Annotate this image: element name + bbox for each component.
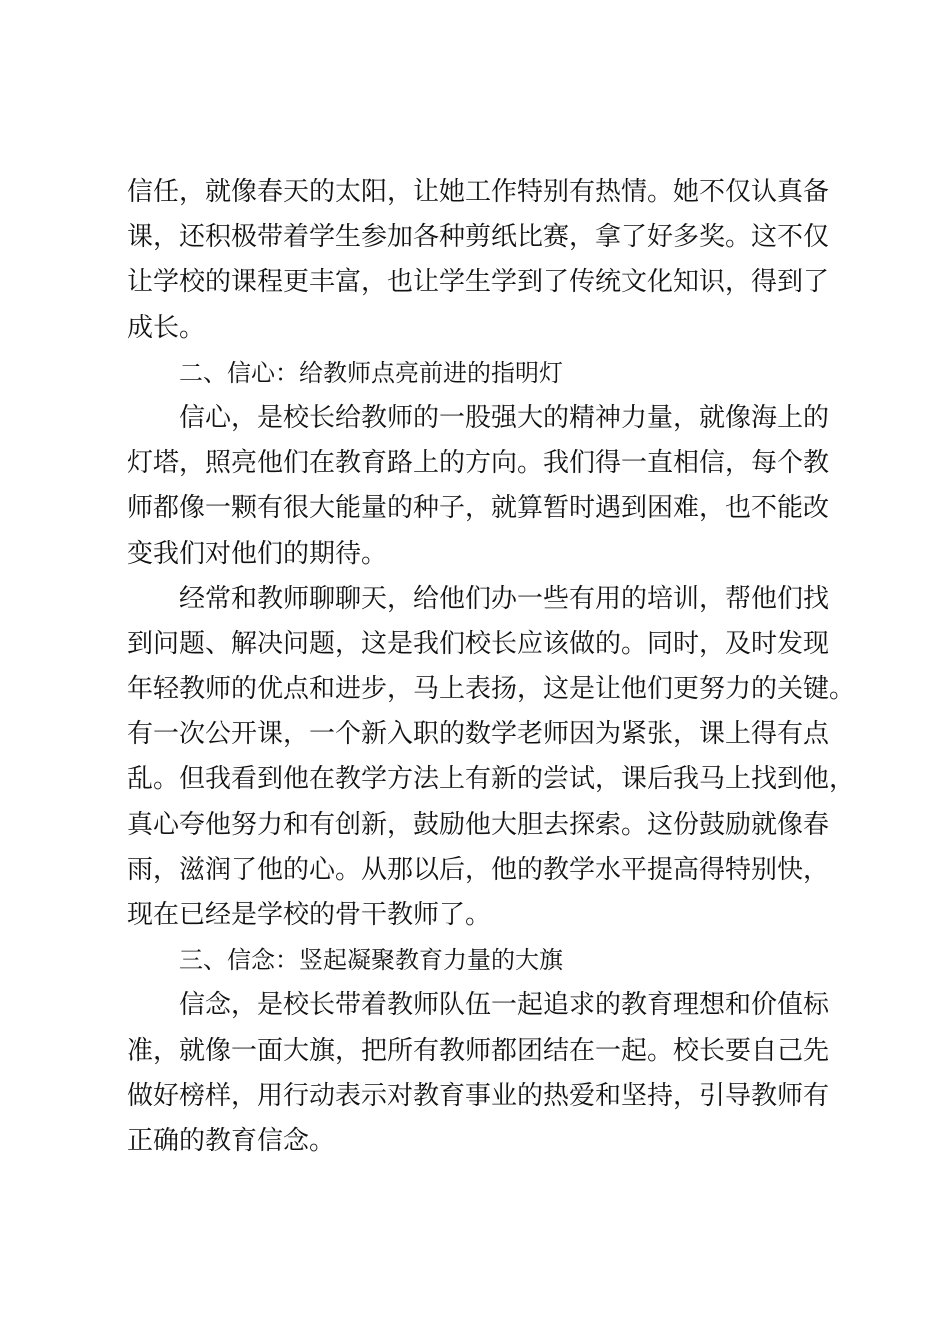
text-line: 师都像一颗有很大能量的种子，就算暂时遇到困难，也不能改 (127, 493, 830, 524)
text-line: 灯塔，照亮他们在教育路上的方向。我们得一直相信，每个教 (127, 448, 830, 479)
text-line: 让学校的课程更丰富，也让学生学到了传统文化知识，得到了 (127, 267, 830, 298)
text-line: 准，就像一面大旗，把所有教师都团结在一起。校长要自己先 (127, 1035, 830, 1066)
text-line: 信念，是校长带着教师队伍一起追求的教育理想和价值标 (179, 990, 830, 1021)
section-heading: 二、信心：给教师点亮前进的指明灯 (179, 358, 563, 387)
document-body (127, 170, 856, 1164)
text-line: 做好榜样，用行动表示对教育事业的热爱和坚持，引导教师有 (127, 1080, 830, 1111)
section-heading: 三、信念：竖起凝聚教育力量的大旗 (179, 946, 563, 975)
text-line: 信心，是校长给教师的一股强大的精神力量，就像海上的 (179, 402, 830, 433)
text-line: 现在已经是学校的骨干教师了。 (127, 900, 492, 930)
text-line: 课，还积极带着学生参加各种剪纸比赛，拿了好多奖。这不仅 (127, 222, 830, 253)
text-line: 经常和教师聊聊天，给他们办一些有用的培训，帮他们找 (179, 583, 830, 614)
text-line: 成长。 (127, 312, 206, 343)
text-line: 变我们对他们的期待。 (127, 538, 388, 569)
text-line: 乱。但我看到他在教学方法上有新的尝试，课后我马上找到他， (127, 764, 856, 795)
text-line: 真心夸他努力和有创新，鼓励他大胆去探索。这份鼓励就像春 (127, 809, 830, 840)
text-line: 雨，滋润了他的心。从那以后，他的教学水平提高得特别快， (127, 854, 830, 885)
text-line: 年轻教师的优点和进步，马上表扬，这是让他们更努力的关键。 (127, 674, 856, 705)
text-line: 有一次公开课，一个新入职的数学老师因为紧张，课上得有点 (127, 719, 830, 750)
text-line: 信任，就像春天的太阳，让她工作特别有热情。她不仅认真备 (127, 177, 830, 207)
text-line: 到问题、解决问题，这是我们校长应该做的。同时，及时发现 (127, 628, 830, 659)
text-line: 正确的教育信念。 (127, 1125, 336, 1156)
